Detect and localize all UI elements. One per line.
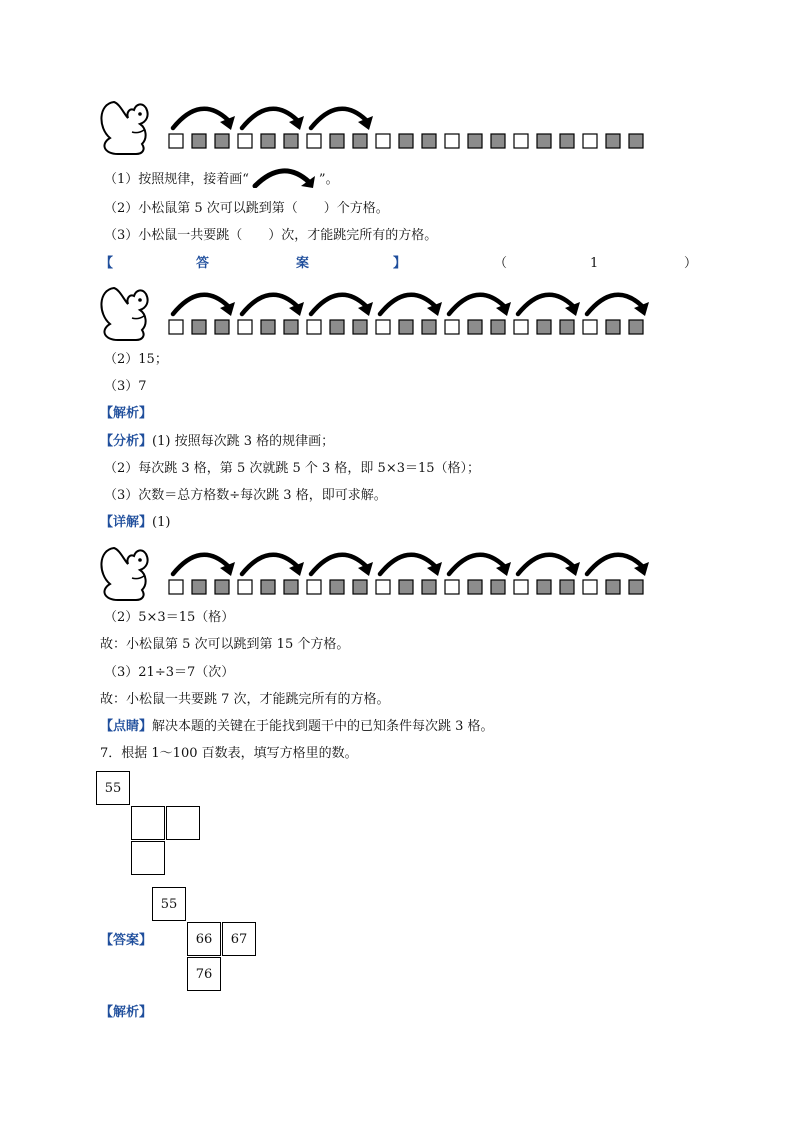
jump-arrow-icon: [242, 555, 304, 576]
answer-grid-cell: 76: [187, 957, 221, 991]
jump-arrow-icon: [311, 109, 373, 130]
jump-arrow-icon: [449, 295, 511, 316]
gray-square: [606, 134, 620, 148]
fenxi-1: (1) 按照每次跳 3 格的规律画；: [152, 434, 335, 449]
jump-arrow-icon: [518, 555, 580, 576]
white-square: [514, 134, 528, 148]
gray-square: [353, 134, 367, 148]
fenxi-2: （2）每次跳 3 格，第 5 次就跳 5 个 3 格，即 5×3＝15（格）；: [104, 461, 481, 476]
gray-square: [261, 320, 275, 334]
gray-square: [606, 320, 620, 334]
fenxi-3: （3）次数＝总方格数÷每次跳 3 格，即可求解。: [104, 488, 387, 503]
jump-arrow-icon: [311, 295, 373, 316]
gray-square: [192, 134, 206, 148]
squirrel-jump-diagram: [96, 94, 656, 156]
gray-square: [261, 580, 275, 594]
squirrel-jump-diagram-answer: [96, 280, 656, 342]
white-square: [445, 580, 459, 594]
squirrel-figure-question: [96, 94, 656, 156]
xj-2: （2）5×3＝15（格）: [104, 610, 235, 625]
dianjing-label: 【点睛】: [100, 719, 153, 734]
gray-square: [330, 320, 344, 334]
dianjing-text: 解决本题的关键在于能找到题干中的已知条件每次跳 3 格。: [152, 719, 494, 734]
jump-arrow-icon: [518, 295, 580, 316]
squirrel-icon: [101, 548, 147, 600]
gray-square: [560, 320, 574, 334]
gray-square: [629, 580, 643, 594]
jump-arrow-icon: [173, 295, 235, 316]
white-square: [514, 320, 528, 334]
gray-square: [330, 134, 344, 148]
white-square: [169, 134, 183, 148]
gray-square: [215, 320, 229, 334]
jump-arrow-icon: [242, 295, 304, 316]
white-square: [445, 134, 459, 148]
jump-arrow-icon: [311, 555, 373, 576]
q7-answer-label: 【答案】: [100, 933, 153, 948]
gray-square: [629, 320, 643, 334]
grid-cell-blank[interactable]: [131, 806, 165, 840]
q6-sub3: （3）小松鼠一共要跳（ ）次，才能跳完所有的方格。: [104, 228, 438, 243]
xiangjie-label: 【详解】: [100, 515, 153, 530]
q6-sub2: （2）小松鼠第 5 次可以跳到第（ ）个方格。: [104, 201, 389, 216]
answer-paren-close: ）: [684, 256, 698, 271]
gray-square: [560, 134, 574, 148]
gray-square: [192, 580, 206, 594]
squirrel-icon: [101, 288, 147, 340]
white-square: [514, 580, 528, 594]
gray-square: [537, 320, 551, 334]
answer-header: [0, 254, 794, 274]
gray-square: [215, 134, 229, 148]
answer-grid-cell: 66: [187, 922, 221, 956]
gray-square: [330, 580, 344, 594]
jump-arrow-icon: [173, 555, 235, 576]
q6-sub1-pre: （1）按照规律，接着画“: [104, 172, 249, 187]
xiangjie-1: (1): [152, 515, 171, 530]
gray-square: [422, 320, 436, 334]
gray-square: [491, 320, 505, 334]
white-square: [307, 320, 321, 334]
answer-grid-cell: 67: [222, 922, 256, 956]
xj-3: （3）21÷3＝7（次）: [104, 665, 235, 680]
white-square: [238, 580, 252, 594]
white-square: [238, 320, 252, 334]
gray-square: [468, 580, 482, 594]
white-square: [307, 580, 321, 594]
gray-square: [261, 134, 275, 148]
gray-square: [560, 580, 574, 594]
grid-cell-given: 55: [96, 771, 130, 805]
answer-2: （2）15；: [104, 352, 168, 367]
answer-paren-open: （: [494, 256, 508, 271]
answer-3: （3）7: [104, 379, 147, 394]
gray-square: [399, 134, 413, 148]
white-square: [376, 320, 390, 334]
q7-analysis-label: 【解析】: [100, 1005, 153, 1020]
jump-arrow-icon: [587, 295, 649, 316]
white-square: [238, 134, 252, 148]
gray-square: [284, 320, 298, 334]
jump-arrow-icon: [449, 555, 511, 576]
white-square: [376, 580, 390, 594]
answer-num: 1: [590, 256, 599, 271]
gray-square: [629, 134, 643, 148]
gray-square: [468, 320, 482, 334]
jump-arrow-icon: [380, 555, 442, 576]
gray-square: [468, 134, 482, 148]
gray-square: [284, 580, 298, 594]
gray-square: [399, 580, 413, 594]
fenxi-label: 【分析】: [100, 434, 153, 449]
gray-square: [606, 580, 620, 594]
q6-sub1-post: ”。: [318, 172, 339, 187]
white-square: [307, 134, 321, 148]
squirrel-jump-diagram-detail: [96, 540, 656, 602]
squirrel-figure-answer: [96, 280, 656, 342]
grid-cell-blank[interactable]: [131, 841, 165, 875]
gray-square: [537, 134, 551, 148]
gray-square: [422, 134, 436, 148]
xj-3-conclusion: 故：小松鼠一共要跳 7 次，才能跳完所有的方格。: [100, 692, 390, 707]
xj-2-conclusion: 故：小松鼠第 5 次可以跳到第 15 个方格。: [100, 637, 350, 652]
q7-text: 7．根据 1～100 百数表，填写方格里的数。: [100, 746, 358, 761]
gray-square: [422, 580, 436, 594]
gray-square: [192, 320, 206, 334]
analysis-title: 【解析】: [100, 406, 153, 421]
gray-square: [215, 580, 229, 594]
jump-arrow-icon: [380, 295, 442, 316]
gray-square: [537, 580, 551, 594]
white-square: [445, 320, 459, 334]
gray-square: [284, 134, 298, 148]
white-square: [376, 134, 390, 148]
white-square: [169, 320, 183, 334]
arc-arrow-icon: [249, 164, 319, 188]
squirrel-icon: [101, 102, 147, 154]
answer-grid-cell: 55: [152, 887, 186, 921]
gray-square: [491, 580, 505, 594]
gray-square: [353, 320, 367, 334]
gray-square: [399, 320, 413, 334]
jump-arrow-icon: [587, 555, 649, 576]
gray-square: [353, 580, 367, 594]
white-square: [583, 320, 597, 334]
grid-cell-blank[interactable]: [166, 806, 200, 840]
answer-char-2: 案: [296, 256, 310, 271]
jump-arrow-icon: [242, 109, 304, 130]
white-square: [169, 580, 183, 594]
white-square: [583, 580, 597, 594]
jump-arrow-icon: [173, 109, 235, 130]
squirrel-figure-detail: [96, 540, 656, 602]
white-square: [583, 134, 597, 148]
gray-square: [491, 134, 505, 148]
answer-char-1: 答: [196, 256, 210, 271]
answer-bracket-open: 【: [100, 256, 114, 271]
answer-bracket-close: 】: [393, 256, 407, 271]
